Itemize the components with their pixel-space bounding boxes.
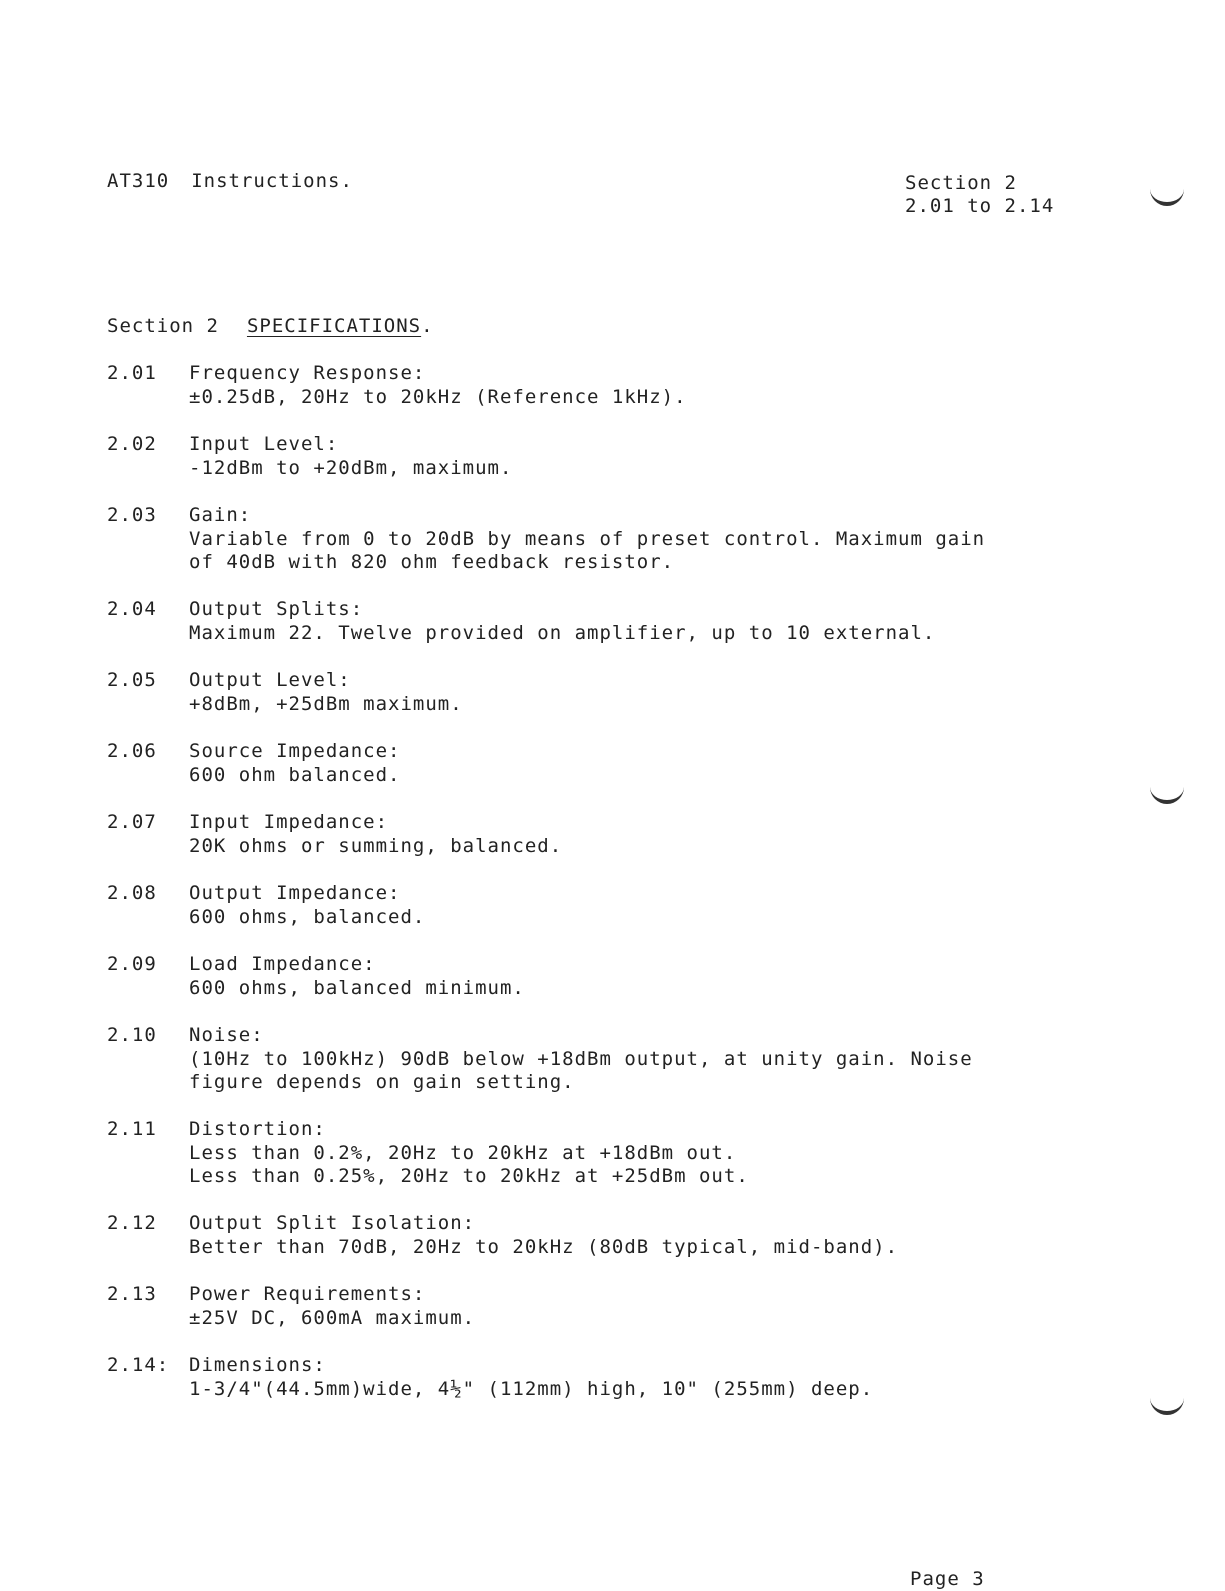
section-label: Section 2 xyxy=(107,315,219,337)
spec-title: Frequency Response: xyxy=(189,362,426,384)
spec-number: 2.03 xyxy=(107,504,157,526)
header-section-range: 2.01 to 2.14 xyxy=(905,195,1055,217)
spec-title: Gain: xyxy=(189,504,252,526)
binder-ring-mark xyxy=(1150,186,1184,206)
spec-title: Load Impedance: xyxy=(189,953,376,975)
binder-ring-mark xyxy=(1150,784,1184,804)
spec-number: 2.07 xyxy=(107,811,157,833)
spec-line: Better than 70dB, 20Hz to 20kHz (80dB typical, mid-band). xyxy=(189,1235,899,1258)
spec-title: Output Level: xyxy=(189,669,351,691)
spec-line: 20K ohms or summing, balanced. xyxy=(189,834,563,857)
spec-line: Variable from 0 to 20dB by means of preset control. Maximum gain xyxy=(189,527,986,550)
spec-list xyxy=(107,362,1007,1425)
spec-number: 2.12 xyxy=(107,1212,157,1234)
spec-line: figure depends on gain setting. xyxy=(189,1071,575,1093)
spec-number: 2.05 xyxy=(107,669,157,691)
spec-item-2-04 xyxy=(107,598,1007,669)
spec-item-2-07 xyxy=(107,811,1007,882)
doc-title: Instructions. xyxy=(191,170,353,192)
spec-line: ±0.25dB, 20Hz to 20kHz (Reference 1kHz). xyxy=(189,385,687,408)
spec-number: 2.13 xyxy=(107,1283,157,1305)
spec-title: Output Impedance: xyxy=(189,882,401,904)
spec-line: 600 ohms, balanced minimum. xyxy=(189,976,525,999)
spec-item-2-08 xyxy=(107,882,1007,953)
spec-item-2-10 xyxy=(107,1024,1007,1118)
spec-item-2-01 xyxy=(107,362,1007,433)
spec-title: Power Requirements: xyxy=(189,1283,426,1305)
spec-item-2-13 xyxy=(107,1283,1007,1354)
spec-number: 2.11 xyxy=(107,1118,157,1140)
spec-title: Noise: xyxy=(189,1024,264,1046)
spec-line: Maximum 22. Twelve provided on amplifier, up to 10 external. xyxy=(189,621,936,644)
spec-number: 2.02 xyxy=(107,433,157,455)
spec-line: 600 ohm balanced. xyxy=(189,763,401,786)
spec-number: 2.04 xyxy=(107,598,157,620)
binder-ring-mark xyxy=(1150,1395,1184,1415)
spec-number: 2.01 xyxy=(107,362,157,384)
spec-title: Distortion: xyxy=(189,1118,326,1140)
spec-number: 2.14: xyxy=(107,1354,170,1376)
spec-item-2-09 xyxy=(107,953,1007,1024)
section-title: SPECIFICATIONS xyxy=(246,315,422,337)
spec-number: 2.08 xyxy=(107,882,157,904)
spec-title: Input Level: xyxy=(189,433,339,455)
spec-line: ±25V DC, 600mA maximum. xyxy=(189,1306,476,1329)
spec-item-2-03 xyxy=(107,504,1007,598)
spec-line: Less than 0.2%, 20Hz to 20kHz at +18dBm out. xyxy=(189,1141,737,1164)
spec-title: Output Split Isolation: xyxy=(189,1212,476,1234)
spec-line: 1-3/4"(44.5mm)wide, 4½" (112mm) high, 10" (255mm) deep. xyxy=(189,1377,874,1400)
spec-title: Source Impedance: xyxy=(189,740,401,762)
section-heading xyxy=(107,315,434,338)
spec-title: Output Splits: xyxy=(189,598,364,620)
header-section-label: Section 2 xyxy=(905,172,1017,194)
spec-item-2-02 xyxy=(107,433,1007,504)
spec-item-2-12 xyxy=(107,1212,1007,1283)
spec-line: Less than 0.25%, 20Hz to 20kHz at +25dBm out. xyxy=(189,1165,749,1187)
spec-line: of 40dB with 820 ohm feedback resistor. xyxy=(189,551,675,573)
spec-item-2-11 xyxy=(107,1118,1007,1212)
document-header-right xyxy=(905,172,1054,218)
spec-line: -12dBm to +20dBm, maximum. xyxy=(189,456,513,479)
spec-item-2-06 xyxy=(107,740,1007,811)
spec-number: 2.10 xyxy=(107,1024,157,1046)
spec-line: 600 ohms, balanced. xyxy=(189,905,426,928)
page-number: Page 3 xyxy=(910,1568,985,1590)
document-header-left xyxy=(107,170,353,193)
spec-number: 2.09 xyxy=(107,953,157,975)
section-title-suffix: . xyxy=(421,315,434,337)
spec-line: +8dBm, +25dBm maximum. xyxy=(189,692,463,715)
spec-title: Dimensions: xyxy=(189,1354,326,1376)
spec-title: Input Impedance: xyxy=(189,811,389,833)
doc-id: AT310 xyxy=(107,170,170,192)
spec-line: (10Hz to 100kHz) 90dB below +18dBm output, at unity gain. Noise xyxy=(189,1047,973,1070)
spec-number: 2.06 xyxy=(107,740,157,762)
spec-item-2-05 xyxy=(107,669,1007,740)
spec-item-2-14 xyxy=(107,1354,1007,1425)
